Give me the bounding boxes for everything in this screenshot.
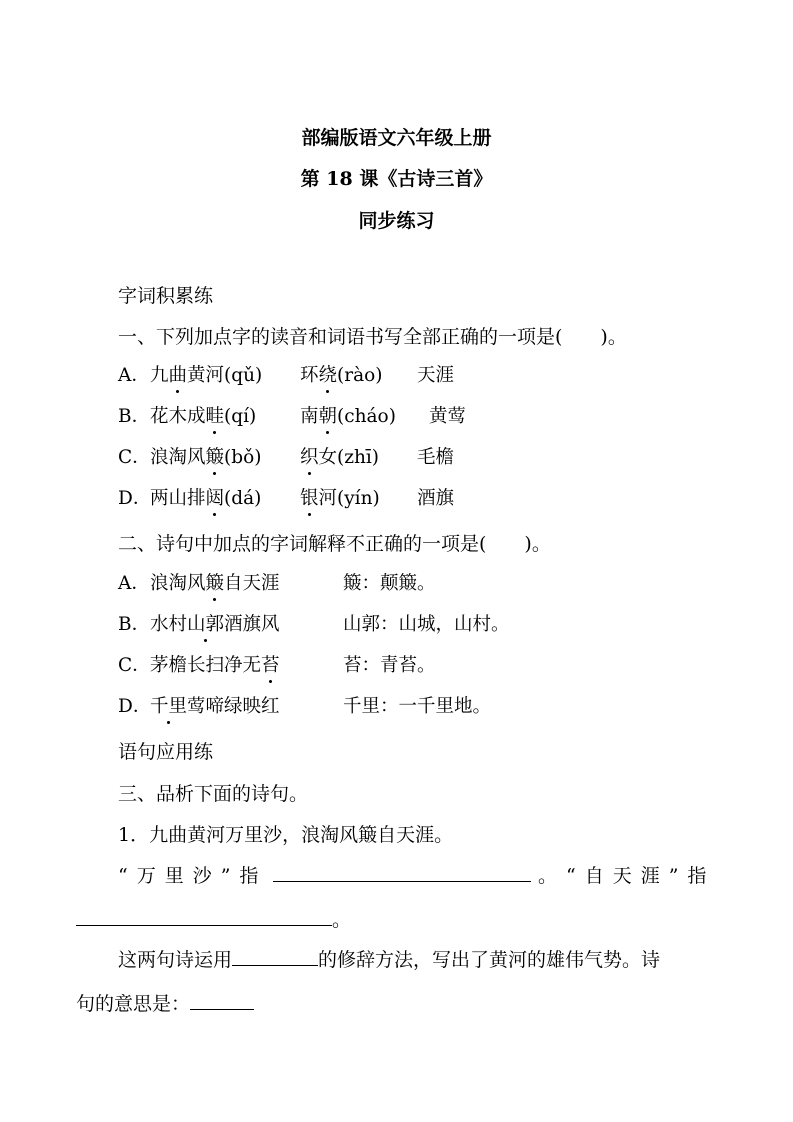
title-lesson: 第 18 课《古诗三首》 xyxy=(300,168,493,190)
text: (qí) xyxy=(224,406,257,427)
q1-option-c-word1 xyxy=(150,443,261,469)
text: (bǒ) xyxy=(224,447,262,468)
dotted-char: 曲 xyxy=(169,361,188,387)
dotted-char: 千里 xyxy=(150,692,187,718)
q1-option-c-word3: 毛檐 xyxy=(417,447,455,468)
dotted-char: 朝 xyxy=(319,402,338,428)
q1-option-b-word3: 黄莺 xyxy=(429,406,467,427)
q1-option-d-word1 xyxy=(150,484,261,510)
dotted-char: 银 xyxy=(300,484,319,510)
dotted-char: 簸 xyxy=(206,443,225,469)
dotted-char: 苔 xyxy=(261,651,280,677)
q1-option-a-word1 xyxy=(150,361,262,387)
text: (dá) xyxy=(224,488,262,509)
text: 黄河(qǔ) xyxy=(187,365,263,386)
fill-prompt-rhetoric: 这两句诗运用 xyxy=(118,949,233,971)
text: 两山排 xyxy=(150,488,206,509)
section-heading-vocab: 字词积累练 xyxy=(118,285,214,307)
answer-blank-zitianya[interactable] xyxy=(76,907,332,926)
text: 花木成 xyxy=(150,406,206,427)
fill-prompt-wanlisha: “万里沙”指 xyxy=(118,865,268,887)
title-grade: 部编版语文六年级上册 xyxy=(301,127,492,149)
text: 莺啼绿映红 xyxy=(187,696,280,717)
q1-option-d-word3: 酒旗 xyxy=(417,488,455,509)
text: 河(yín) xyxy=(318,488,380,509)
fill-prompt-rhetoric-suffix: 的修辞方法，写出了黄河的雄伟气势。诗 xyxy=(318,949,661,971)
text: 九 xyxy=(150,365,169,386)
question-3-title: 三、品析下面的诗句。 xyxy=(118,783,309,805)
dotted-char: 绕 xyxy=(319,361,338,387)
q2-option-d-poem xyxy=(150,692,280,718)
q2-option-c-explanation: 苔：青苔。 xyxy=(343,655,436,676)
question-2-title: 二、诗句中加点的字词解释不正确的一项是( )。 xyxy=(118,533,551,555)
q1-option-d-label[interactable]: D． xyxy=(118,488,152,509)
q1-option-b-word1 xyxy=(150,402,256,428)
q2-option-b-explanation: 山郭：山城，山村。 xyxy=(343,614,510,635)
q2-option-a-label[interactable]: A． xyxy=(118,573,150,594)
dotted-char: 簸 xyxy=(206,569,225,595)
dotted-char: 闼 xyxy=(206,484,225,510)
q1-option-c-word2 xyxy=(300,443,379,469)
fill-line-2 xyxy=(76,905,351,932)
q2-option-b-label[interactable]: B． xyxy=(118,614,151,635)
q1-option-c-label[interactable]: C． xyxy=(118,447,151,468)
q2-option-a-explanation: 簸：颠簸。 xyxy=(343,573,436,594)
dotted-char: 织 xyxy=(300,443,319,469)
text: 浪淘风 xyxy=(150,447,206,468)
q2-option-d-label[interactable]: D． xyxy=(118,696,152,717)
question-3-item-1: 1．九曲黄河万里沙，浪淘风簸自天涯。 xyxy=(118,824,454,846)
q2-option-a-poem xyxy=(150,569,280,595)
answer-blank-meaning[interactable] xyxy=(190,991,254,1010)
question-1-title: 一、下列加点字的读音和词语书写全部正确的一项是( )。 xyxy=(118,326,627,348)
text: 南 xyxy=(300,406,319,427)
dotted-char: 山郭 xyxy=(187,610,224,636)
fill-line-1 xyxy=(118,861,718,888)
q1-option-d-word2 xyxy=(300,484,380,510)
answer-blank-rhetoric[interactable] xyxy=(232,947,318,966)
text: 水村 xyxy=(150,614,188,635)
q1-option-a-word2 xyxy=(300,361,382,387)
q1-option-a-word3: 天涯 xyxy=(417,365,455,386)
section-heading-sentence: 语句应用练 xyxy=(118,741,214,763)
q2-option-b-poem xyxy=(150,610,280,636)
q1-option-b-label[interactable]: B． xyxy=(118,406,151,427)
answer-blank-wanlisha[interactable] xyxy=(273,863,531,882)
text: 酒旗风 xyxy=(224,614,280,635)
fill-prompt-zitianya: 。“自天涯”指 xyxy=(538,865,716,887)
text: 茅檐长扫净无 xyxy=(150,655,262,676)
q1-option-a-label[interactable]: A． xyxy=(118,365,150,386)
title-practice: 同步练习 xyxy=(358,210,435,232)
fill-line-4 xyxy=(76,989,254,1016)
text: 女(zhī) xyxy=(318,447,380,468)
text: (cháo) xyxy=(337,406,396,427)
q2-option-c-poem xyxy=(150,651,280,677)
q1-option-b-word2 xyxy=(300,402,396,428)
fill-end-period: 。 xyxy=(332,909,352,931)
text: 自天涯 xyxy=(224,573,280,594)
text: 环 xyxy=(300,365,319,386)
dotted-char: 畦 xyxy=(206,402,225,428)
fill-line-3 xyxy=(118,945,660,972)
q2-option-d-explanation: 千里：一千里地。 xyxy=(343,696,492,717)
text: 浪淘风 xyxy=(150,573,206,594)
fill-prompt-meaning: 句的意思是： xyxy=(76,993,191,1015)
q2-option-c-label[interactable]: C． xyxy=(118,655,151,676)
text: (rào) xyxy=(337,365,383,386)
